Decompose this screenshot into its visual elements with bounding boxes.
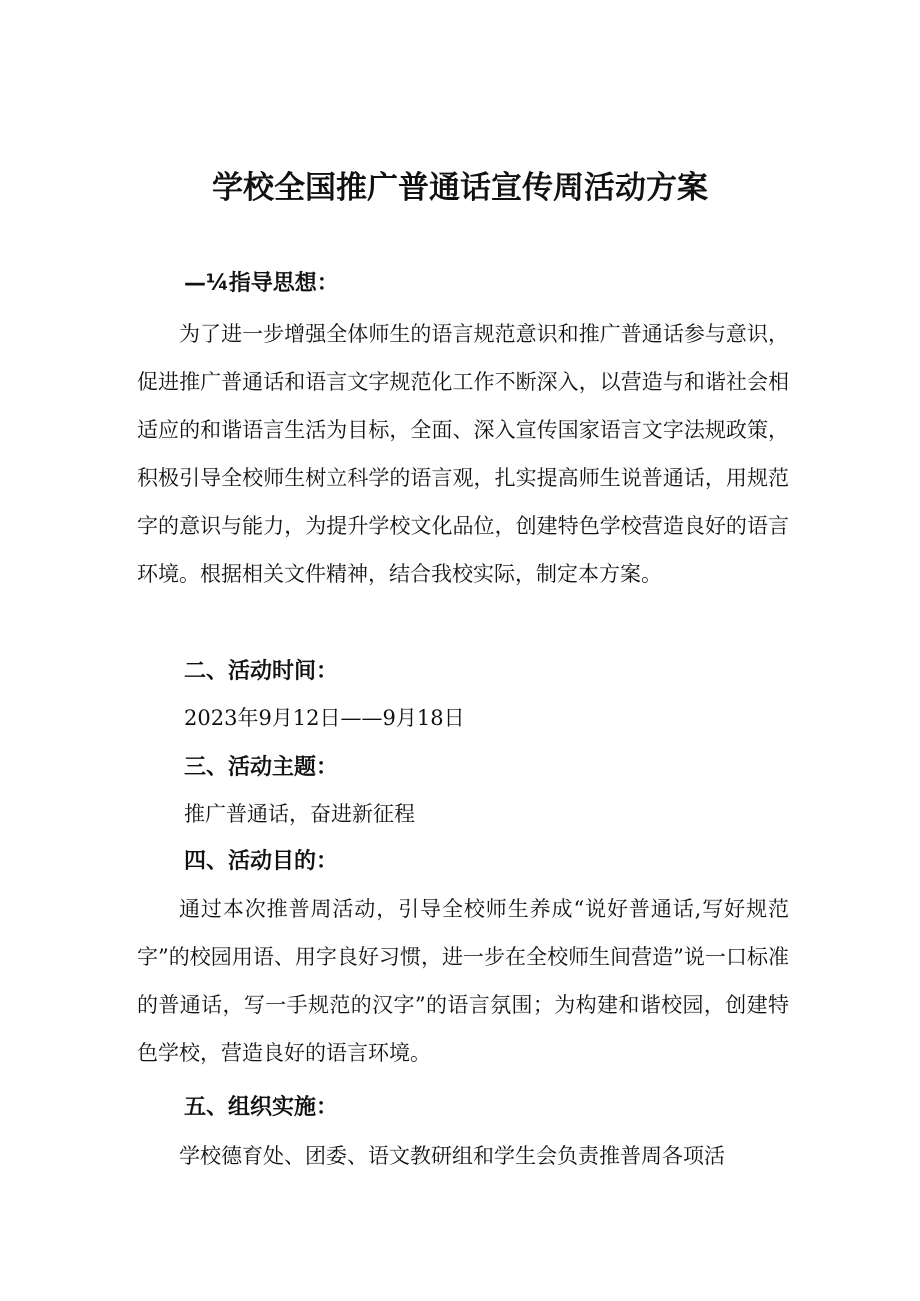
section-body-organization: 学校德育处、团委、语文教研组和学生会负责推普周各项活 [179,1144,725,1168]
document-title: 学校全国推广普通话宣传周活动方案 [212,170,708,206]
section-heading-organization: 五、组织实施： [184,1095,339,1120]
section-heading-activity-time: 二、活动时间： [184,659,339,684]
section-heading-activity-purpose: 四、活动目的： [184,849,339,874]
section-body-activity-theme: 推广普通话，奋进新征程 [184,802,415,826]
section-body-activity-purpose: 通过本次推普周活动，引导全校师生养成“说好普通话,写好规范字”的校园用语、用字良好习惯，进一步在全校师生间营造”说一口标准的普通话，写一手规范的汉字”的语言氛围；为构建和谐校园，创建特色学校，营造良好的语言环境。 [137,897,789,1065]
section-heading-guiding-thought: —¼指导思想： [184,271,339,296]
section-body-activity-time: 2023年9月12日——9月18日 [184,706,465,730]
section-body-guiding-thought: 为了进一步增强全体师生的语言规范意识和推广普通话参与意识，促进推广普通话和语言文字规范化工作不断深入，以营造与和谐社会相适应的和谐语言生活为目标，全面、深入宣传国家语言文字法规政策，积极引导全校师生树立科学的语言观，扎实提高师生说普通话，用规范字的意识与能力，为提升学校文化品位，创建特色学校营造良好的语言环境。根据相关文件精神，结合我校实际，制定本方案。 [137,322,789,586]
section-heading-activity-theme: 三、活动主题： [184,755,339,780]
